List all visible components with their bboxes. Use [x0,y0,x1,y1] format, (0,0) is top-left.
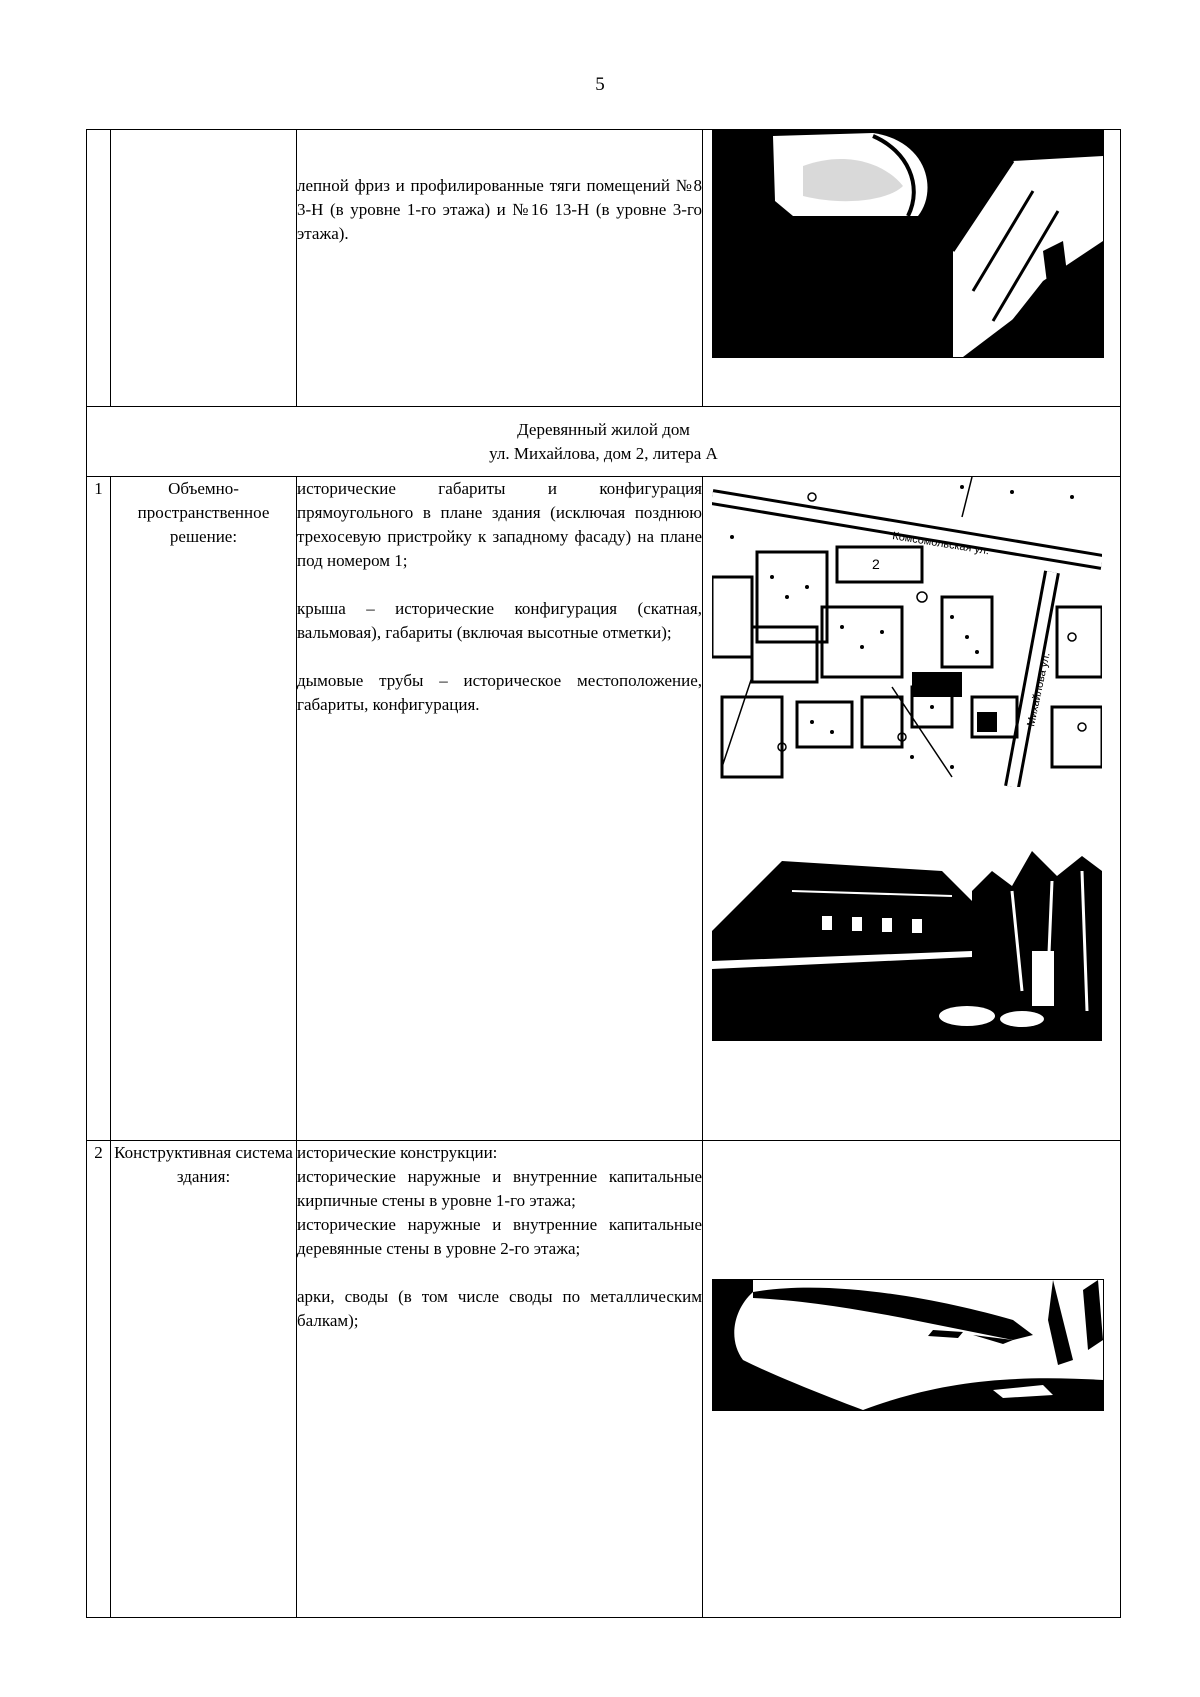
row-number: 2 [87,1141,111,1618]
site-plan-map [712,477,1102,787]
name-cell [111,130,297,407]
page-number: 5 [595,74,605,95]
map-marker-label: 2 [872,556,880,572]
table-row [87,130,1121,407]
num-cell [87,130,111,407]
desc-cell [297,1141,703,1618]
section-header [87,407,1121,477]
row0-text: лепной фриз и профилированные тяги помещений №8 3-Н (в уровне 1-го этажа) и №16 13-Н (в уровне 3-го этажа). [297,176,702,243]
row2-par-1: исторические конструкции: [297,1143,498,1162]
vault-photo [712,1279,1104,1411]
row2-par-3: исторические наружные и внутренние капитальные деревянные стены в уровне 2-го этажа; [297,1215,702,1258]
row2-par-4: арки, своды (в том числе своды по металлическим балкам); [297,1287,702,1330]
section-title: Деревянный жилой дом [517,419,690,439]
row1-par-2: крыша – исторические конфигурация (скатная, вальмовая), габариты (включая высотные отметки); [297,599,702,642]
desc-cell [297,477,703,1141]
image-cell [703,130,1121,407]
desc-cell [297,130,703,407]
image-cell [703,477,1121,1141]
table-row [87,1141,1121,1618]
table-row [87,477,1121,1141]
ceiling-photo [712,130,1104,358]
street-label-2: Михайлова ул. [1025,651,1053,728]
row-name: Конструктивная система здания: [111,1141,297,1618]
image-cell [703,1141,1121,1618]
row-name: Объемно-пространственное решение: [111,477,297,1141]
objects-table [86,129,1121,1618]
row2-par-2: исторические наружные и внутренние капитальные кирпичные стены в уровне 1-го этажа; [297,1167,702,1210]
building-photo [712,831,1102,1041]
section-address: ул. Михайлова, дом 2, литера А [489,443,718,463]
street-label-1: Комсомольская ул. [891,530,991,558]
row-number: 1 [87,477,111,1141]
section-header-row [87,407,1121,477]
row1-par-1: исторические габариты и конфигурация прямоугольного в плане здания (исключая позднюю трехосевую пристройку к западному фасаду) на плане под номером 1; [297,479,702,570]
row1-par-3: дымовые трубы – историческое местоположение, габариты, конфигурация. [297,671,702,714]
